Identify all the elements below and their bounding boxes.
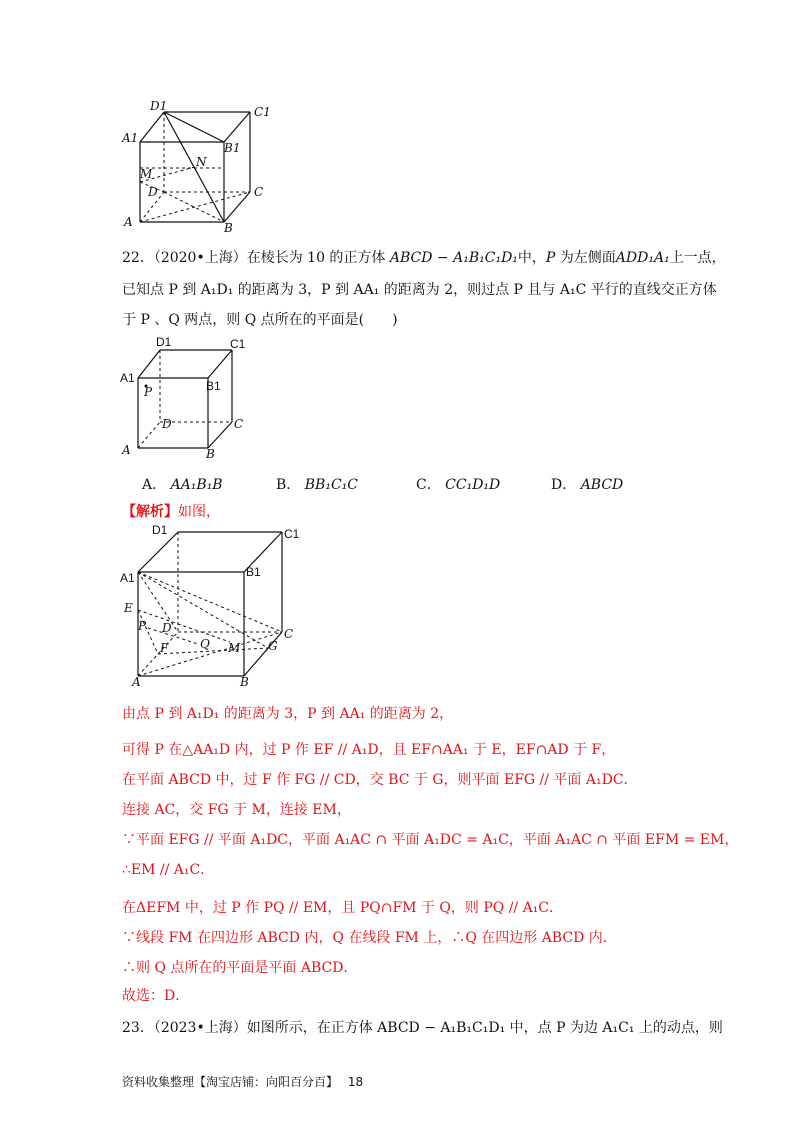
option-c[interactable]: C． CC₁D₁D (416, 477, 501, 493)
q22-number: 22． (122, 250, 154, 266)
page-number: 18 (347, 1075, 364, 1089)
fig1-label-c: C (254, 185, 264, 199)
analysis-heading: 【解析】如图， (122, 504, 220, 520)
fig3-label-m: M (228, 641, 241, 655)
fig2-label-d: D (162, 417, 172, 431)
fig3-label-d1: D1 (152, 523, 168, 537)
fig3-label-a: A (132, 675, 141, 689)
figure-cube-1 (118, 98, 278, 234)
fig1-label-m: M (140, 167, 153, 181)
fig1-label-n: N (196, 155, 207, 169)
fig1-label-d1: D1 (150, 99, 168, 113)
fig2-label-p: P (144, 385, 153, 399)
fig3-label-c: C (284, 627, 294, 641)
q22-source: （2020•上海） (153, 250, 247, 266)
fig3-label-b1: B1 (246, 565, 261, 579)
fig2-label-b1: B1 (206, 379, 221, 393)
fig1-label-a: A (124, 215, 133, 229)
fig1-label-c1: C1 (254, 105, 271, 119)
option-b[interactable]: B． BB₁C₁C (276, 477, 358, 493)
solution-line-4: 连接 AC，交 FG 于 M，连接 EM， (122, 802, 351, 818)
fig2-label-c1: C1 (230, 337, 246, 351)
fig2-label-c: C (234, 417, 244, 431)
solution-line-2: 可得 P 在△AA₁D 内，过 P 作 EF // A₁D，且 EF∩AA₁ 于 E，EF∩AD 于 F， (122, 742, 616, 758)
footer-text: 资料收集整理【淘宝店铺：向阳百分百】 (122, 1075, 339, 1089)
option-a[interactable]: A． AA₁B₁B (142, 477, 223, 493)
page-footer (122, 1073, 363, 1090)
figure-cube-3 (118, 520, 308, 690)
fig2-label-a: A (122, 443, 131, 457)
fig3-label-d: D (162, 621, 172, 635)
solution-line-7: 在ΔEFM 中，过 P 作 PQ // EM，且 PQ∩FM 于 Q，则 PQ // A₁C． (122, 900, 564, 916)
solution-line-10: 故选：D． (122, 988, 190, 1004)
solution-line-8: ∵线段 FM 在四边形 ABCD 内，Q 在线段 FM 上，∴Q 在四边形 ABCD 内． (122, 930, 617, 946)
fig3-label-c1: C1 (284, 527, 300, 541)
fig3-label-e: E (124, 601, 133, 615)
fig2-label-a1: A1 (120, 371, 135, 385)
option-d[interactable]: D． ABCD (551, 477, 624, 493)
fig1-label-b1: B1 (224, 141, 241, 155)
fig3-label-q: Q (200, 637, 210, 651)
fig3-label-p: P (138, 619, 147, 633)
q23-source: （2023•上海） (153, 1020, 247, 1036)
figure-cube-2 (118, 332, 258, 460)
q22-line-2: 已知点 P 到 A₁D₁ 的距离为 3，P 到 AA₁ 的距离为 2，则过点 P 且与 A₁C 平行的直线交正方体 (122, 282, 717, 298)
q22-line-3: 于 P 、Q 两点，则 Q 点所在的平面是( ) (122, 312, 398, 328)
fig2-label-b: B (206, 447, 215, 460)
fig3-label-b: B (240, 675, 249, 689)
fig1-label-a1: A1 (122, 131, 139, 145)
solution-line-9: ∴则 Q 点所在的平面是平面 ABCD． (122, 960, 358, 976)
q22-line-1: 22．（2020•上海）在棱长为 10 的正方体 ABCD − A₁B₁C₁D₁中，P 为左侧面ADD₁A₁上一点， (122, 250, 726, 266)
solution-line-1: 由点 P 到 A₁D₁ 的距离为 3，P 到 AA₁ 的距离为 2， (122, 706, 454, 722)
q23-line: 23．（2023•上海）如图所示，在正方体 ABCD − A₁B₁C₁D₁ 中，点 P 为边 A₁C₁ 上的动点，则 (122, 1020, 723, 1036)
solution-line-5: ∵平面 EFG // 平面 A₁DC，平面 A₁AC ∩ 平面 A₁DC = A₁C，平面 A₁AC ∩ 平面 EFM = EM， (122, 832, 739, 848)
q23-number: 23． (122, 1020, 154, 1036)
fig3-label-a1: A1 (120, 571, 135, 585)
fig2-label-d1: D1 (156, 335, 172, 349)
fig3-label-g: G (268, 639, 278, 653)
solution-line-3: 在平面 ABCD 中，过 F 作 FG // CD，交 BC 于 G，则平面 EFG // 平面 A₁DC． (122, 772, 638, 788)
solution-line-6: ∴EM // A₁C． (122, 862, 215, 878)
fig1-label-d: D (148, 185, 158, 199)
fig1-label-b: B (224, 221, 233, 234)
fig3-label-f: F (160, 641, 169, 655)
